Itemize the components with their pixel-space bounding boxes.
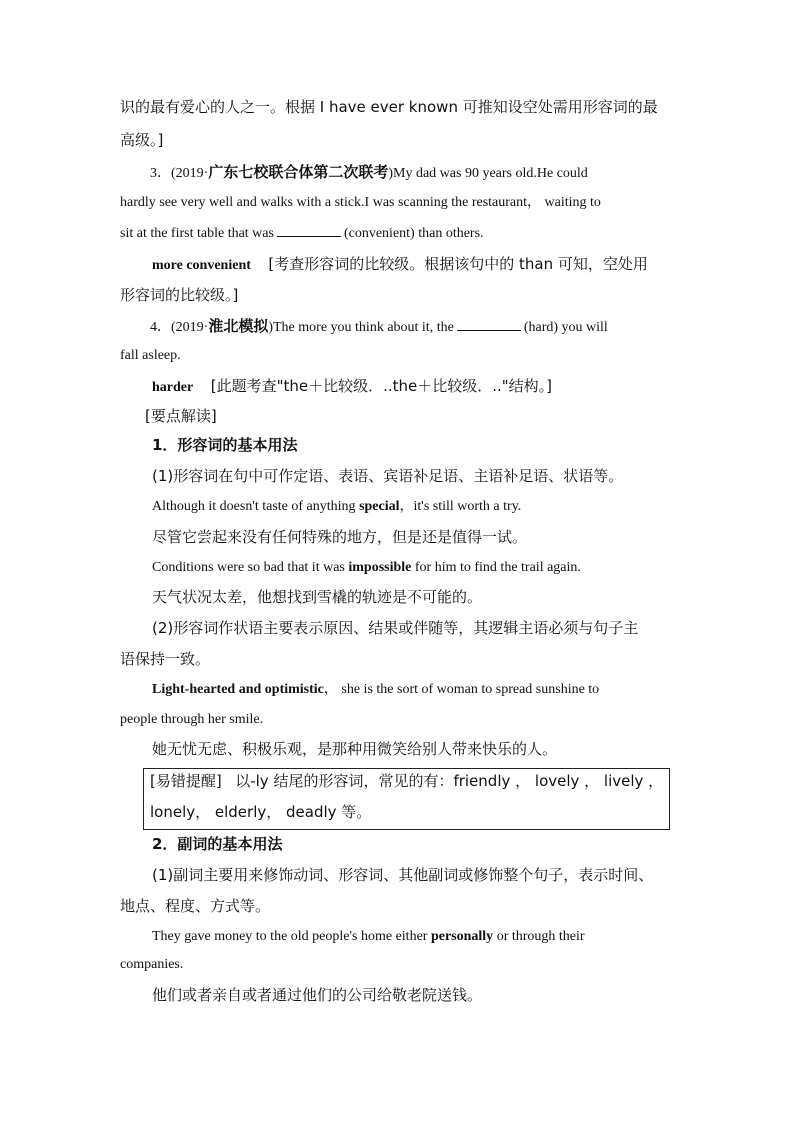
error-tip-label: [易错提醒] bbox=[150, 772, 222, 790]
section-1-heading: 1．形容词的基本用法 bbox=[152, 436, 298, 454]
q3-blank bbox=[277, 223, 341, 237]
q4-line-1-a: )The more you think about it, the bbox=[268, 320, 454, 335]
s2-example-1 bbox=[152, 927, 585, 947]
section-2-p1-line-2: 地点、程度、方式等。 bbox=[120, 897, 271, 915]
q3-explain-1: [考查形容词的比较级。根据该句中的 than 可知，空处用 bbox=[268, 255, 648, 273]
s1-example-3-line-2: people through her smile. bbox=[120, 712, 264, 727]
section-1-p2-line-2: 语保持一致。 bbox=[120, 650, 211, 668]
q4-explain: [此题考查"the＋比较级．..the＋比较级．.."结构。] bbox=[210, 377, 553, 395]
error-tip-text-1: 以-ly 结尾的形容词，常见的有：friendly ， lovely ， lively ， bbox=[235, 772, 664, 790]
s1-ex3-bold: Light-hearted and optimistic bbox=[152, 682, 324, 697]
s2-example-1-line-2: companies. bbox=[120, 957, 184, 972]
section-2-p1-line-1: (1)副词主要用来修饰动词、形容词、其他副词或修饰整个句子，表示时间、 bbox=[152, 866, 654, 884]
q4-line-2: fall asleep. bbox=[120, 348, 181, 363]
s1-example-3 bbox=[152, 680, 599, 700]
q4-answer-line bbox=[152, 376, 552, 398]
error-tip-line-1 bbox=[150, 771, 663, 793]
s2-ex1-b: or through their bbox=[493, 929, 585, 944]
section-1-p2-line-1: (2)形容词作状语主要表示原因、结果或伴随等，其逻辑主语必须与句子主 bbox=[152, 619, 639, 637]
s1-example-2-cn: 天气状况太差，他想找到雪橇的轨迹是不可能的。 bbox=[152, 588, 483, 606]
q3-line-3 bbox=[120, 223, 484, 244]
s1-ex1-b: ，it's still worth a try. bbox=[399, 499, 522, 514]
s2-ex1-bold: personally bbox=[430, 929, 494, 944]
q3-answer: more convenient bbox=[152, 258, 251, 273]
q3-line-1 bbox=[150, 162, 588, 184]
s1-example-1-cn: 尽管它尝起来没有任何特殊的地方，但是还是值得一试。 bbox=[152, 528, 528, 546]
key-points-title: [要点解读] bbox=[145, 407, 217, 425]
s1-ex1-a: Although it doesn't taste of anything bbox=[152, 499, 360, 514]
q3-line-3-b: (convenient) than others. bbox=[343, 226, 484, 241]
q4-source: 淮北模拟 bbox=[208, 317, 269, 335]
q4-answer: harder bbox=[152, 380, 194, 395]
q4-line-1-b: (hard) you will bbox=[523, 320, 608, 335]
q3-number: 3．(2019· bbox=[150, 166, 209, 181]
s1-example-3-cn: 她无忧无虑、积极乐观，是那种用微笑给别人带来快乐的人。 bbox=[152, 740, 558, 758]
s2-ex1-a: They gave money to the old people's home either bbox=[152, 929, 431, 944]
s1-ex2-a: Conditions were so bad that it was bbox=[152, 560, 349, 575]
q4-number: 4．(2019· bbox=[150, 320, 209, 335]
q4-line-1 bbox=[150, 316, 608, 338]
q3-source: 广东七校联合体第二次联考 bbox=[208, 163, 389, 181]
q3-line-1-text: )My dad was 90 years old.He could bbox=[388, 166, 588, 181]
s1-example-2 bbox=[152, 558, 581, 578]
section-1-p1: (1)形容词在句中可作定语、表语、宾语补足语、主语补足语、状语等。 bbox=[152, 467, 624, 485]
s1-ex3-a: ， she is the sort of woman to spread sunshine to bbox=[323, 682, 600, 697]
q3-explain-2: 形容词的比较级。] bbox=[120, 286, 239, 304]
q3-line-2: hardly see very well and walks with a stick.I was scanning the restaurant， waiting to bbox=[120, 195, 601, 210]
intro-line-1: 识的最有爱心的人之一。根据 I have ever known 可推知设空处需用形容词的最 bbox=[120, 98, 658, 116]
error-tip-line-2: lonely， elderly， deadly 等。 bbox=[150, 803, 372, 821]
s1-ex1-bold: special bbox=[359, 499, 400, 514]
s2-example-1-cn: 他们或者亲自或者通过他们的公司给敬老院送钱。 bbox=[152, 986, 483, 1004]
q3-answer-line bbox=[152, 254, 648, 276]
intro-line-2: 高级。] bbox=[120, 131, 164, 149]
s1-ex2-bold: impossible bbox=[348, 560, 412, 575]
s1-example-1 bbox=[152, 497, 521, 517]
s1-ex2-b: for him to find the trail again. bbox=[411, 560, 581, 575]
q4-blank bbox=[457, 317, 521, 331]
q3-line-3-a: sit at the first table that was bbox=[120, 226, 274, 241]
section-2-heading: 2．副词的基本用法 bbox=[152, 835, 283, 853]
